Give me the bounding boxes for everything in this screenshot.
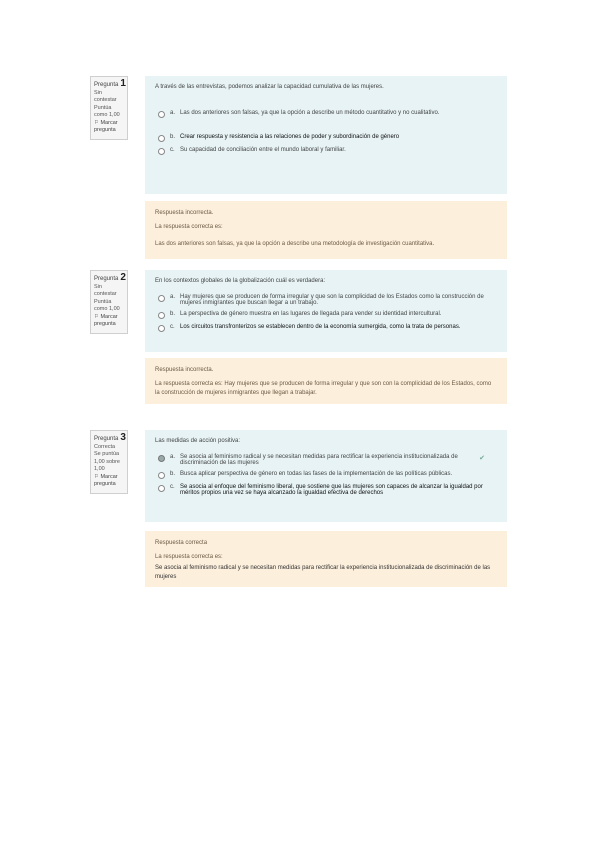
question-status: Correcta bbox=[94, 443, 116, 450]
radio-button[interactable] bbox=[158, 295, 165, 302]
question-score: Se puntúa 1,00 sobre 1,00 bbox=[94, 451, 120, 472]
feedback-answer: Las dos anteriores son falsas, ya que la opción a describe una metodología de investigación cuantitativa. bbox=[155, 241, 435, 247]
feedback-label: La respuesta correcta es: bbox=[155, 554, 223, 560]
flag-question-link[interactable]: ⚐ Marcar pregunta bbox=[94, 473, 118, 487]
question-score: Puntúa como 1,00 bbox=[94, 298, 120, 312]
feedback-panel-1 bbox=[145, 201, 507, 259]
answer-option[interactable]: c. Se asocia al enfoque del feminismo liberal, que sostiene que las mujeres son capaces de alcanzar la igualdad por méritos propios una vez se haya alcanzado la igualdad efectiva de derechos bbox=[155, 484, 497, 496]
feedback-label: La respuesta correcta es: bbox=[155, 224, 223, 230]
feedback-heading: Respuesta correcta bbox=[155, 540, 208, 546]
answer-option[interactable]: c. Los circuitos transfronterizos se establecen dentro de la economía sumergida, como la trata de personas. bbox=[155, 324, 497, 332]
feedback-answer: Se asocia al feminismo radical y se necesitan medidas para rectificar la experiencia institucionalizada de discriminación de las mujeres bbox=[155, 565, 491, 580]
radio-button-selected[interactable] bbox=[158, 455, 165, 462]
flag-question-link[interactable]: ⚐ Marcar pregunta bbox=[94, 313, 118, 327]
answer-option[interactable]: a. Hay mujeres que se producen de forma irregular y que son la complicidad de los Estados como la construcción de mujeres inmigrantes que buscan llegar a un trabajo. bbox=[155, 294, 497, 306]
question-content-1 bbox=[145, 76, 507, 194]
feedback-answer: La respuesta correcta es: Hay mujeres que se producen de forma irregular y que son con la complicidad de los Estados, como la construcción de mujeres inmigrantes que llegan a trabajar. bbox=[155, 381, 492, 396]
feedback-heading: Respuesta incorrecta. bbox=[155, 367, 214, 373]
flag-icon: ⚐ bbox=[94, 313, 99, 320]
question-content-2 bbox=[145, 270, 507, 352]
question-info-3 bbox=[90, 430, 128, 494]
question-number: Pregunta 3 bbox=[94, 432, 126, 443]
flag-icon: ⚐ bbox=[94, 473, 99, 480]
question-status: Sin contestar bbox=[94, 89, 117, 103]
checkmark-icon: ✔ bbox=[479, 455, 485, 462]
question-content-3 bbox=[145, 430, 507, 522]
feedback-panel-3 bbox=[145, 531, 507, 587]
answer-option[interactable]: c. Su capacidad de conciliación entre el mundo laboral y familiar. bbox=[155, 147, 497, 155]
radio-button[interactable] bbox=[158, 148, 165, 155]
radio-button[interactable] bbox=[158, 325, 165, 332]
question-number: Pregunta 2 bbox=[94, 272, 126, 283]
flag-icon: ⚐ bbox=[94, 119, 99, 126]
radio-button[interactable] bbox=[158, 472, 165, 479]
answer-option[interactable]: b. Crear respuesta y resistencia a las relaciones de poder y subordinación de género bbox=[155, 134, 497, 142]
radio-button[interactable] bbox=[158, 135, 165, 142]
answer-option[interactable]: a. Se asocia al feminismo radical y se necesitan medidas para rectificar la experiencia institucionalizada de discriminación de las mujeres ✔ bbox=[155, 454, 497, 466]
radio-button[interactable] bbox=[158, 485, 165, 492]
question-text: Las medidas de acción positiva: bbox=[155, 438, 241, 444]
answer-option[interactable]: b. La perspectiva de género muestra en las lugares de llegada para vender su identidad intercultural. bbox=[155, 311, 497, 319]
question-text: En los contextos globales de la globalización cuál es verdadera: bbox=[155, 278, 326, 284]
question-number: Pregunta 1 bbox=[94, 78, 126, 89]
radio-button[interactable] bbox=[158, 111, 165, 118]
question-info-2 bbox=[90, 270, 128, 334]
answer-option[interactable]: a. Las dos anteriores son falsas, ya que la opción a describe un método cuantitativo y no cualitativo. bbox=[155, 110, 497, 118]
flag-question-link[interactable]: ⚐ Marcar pregunta bbox=[94, 119, 118, 133]
feedback-heading: Respuesta incorrecta. bbox=[155, 210, 214, 216]
question-text: A través de las entrevistas, podemos analizar la capacidad cumulativa de las mujeres. bbox=[155, 84, 384, 90]
question-info-1 bbox=[90, 76, 128, 140]
feedback-panel-2 bbox=[145, 358, 507, 404]
question-score: Puntúa como 1,00 bbox=[94, 104, 120, 118]
radio-button[interactable] bbox=[158, 312, 165, 319]
answer-option[interactable]: b. Busca aplicar perspectiva de género en todas las fases de la implementación de las políticas públicas. bbox=[155, 471, 497, 479]
question-status: Sin contestar bbox=[94, 283, 117, 297]
